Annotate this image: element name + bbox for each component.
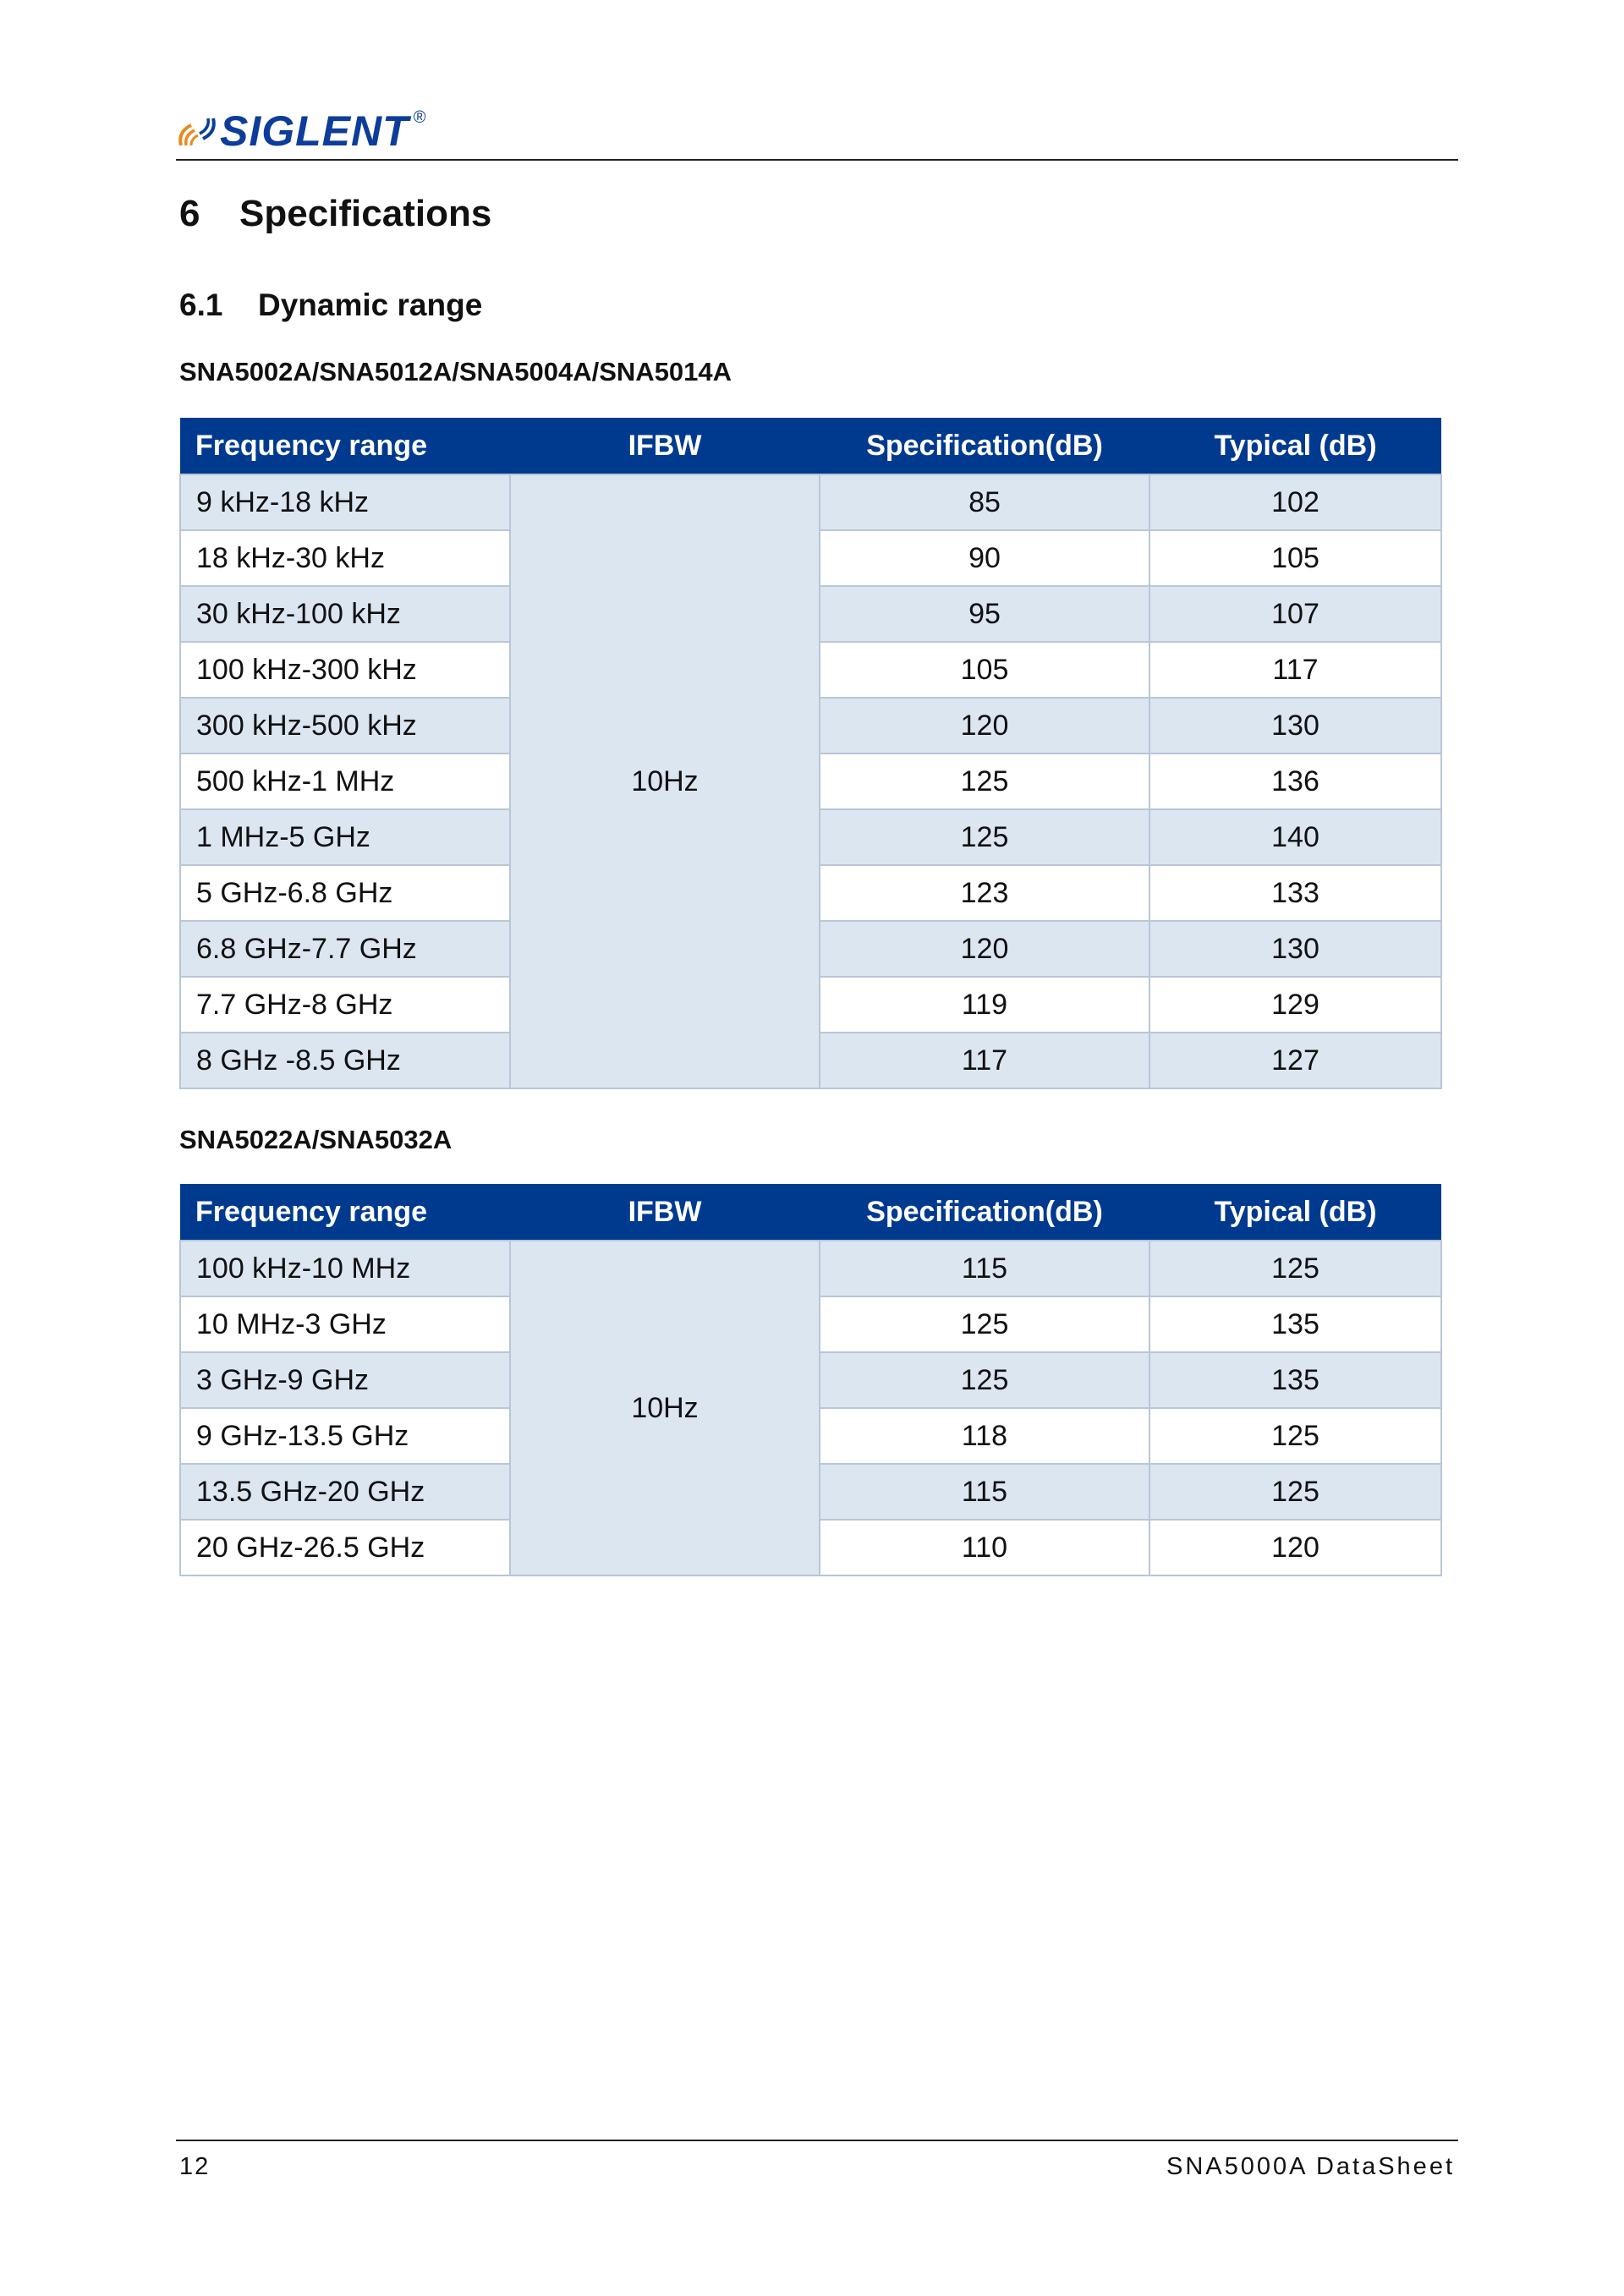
dynamic-range-table-1 bbox=[179, 418, 1442, 1089]
frequency-range-cell: 3 GHz-9 GHz bbox=[180, 1352, 510, 1408]
table-row bbox=[180, 474, 1441, 530]
specification-cell: 125 bbox=[820, 1296, 1149, 1352]
dynamic-range-table-2 bbox=[179, 1184, 1442, 1576]
typical-cell: 130 bbox=[1149, 921, 1441, 977]
typical-cell: 107 bbox=[1149, 586, 1441, 642]
typical-cell: 102 bbox=[1149, 474, 1441, 530]
specification-cell: 125 bbox=[820, 753, 1149, 809]
specification-cell: 95 bbox=[820, 586, 1149, 642]
section-heading bbox=[179, 193, 491, 235]
specification-cell: 117 bbox=[820, 1033, 1149, 1088]
frequency-range-cell: 6.8 GHz-7.7 GHz bbox=[180, 921, 510, 977]
typical-cell: 117 bbox=[1149, 642, 1441, 698]
table-1-model-label: SNA5002A/SNA5012A/SNA5004A/SNA5014A bbox=[179, 357, 732, 386]
document-title: SNA5000A DataSheet bbox=[1166, 2153, 1455, 2180]
frequency-range-cell: 300 kHz-500 kHz bbox=[180, 698, 510, 753]
frequency-range-cell: 100 kHz-10 MHz bbox=[180, 1241, 510, 1296]
typical-cell: 135 bbox=[1149, 1352, 1441, 1408]
typical-cell: 127 bbox=[1149, 1033, 1441, 1088]
specification-cell: 120 bbox=[820, 698, 1149, 753]
frequency-range-cell: 8 GHz -8.5 GHz bbox=[180, 1033, 510, 1088]
frequency-range-cell: 13.5 GHz-20 GHz bbox=[180, 1464, 510, 1520]
specification-cell: 125 bbox=[820, 809, 1149, 865]
frequency-range-cell: 9 kHz-18 kHz bbox=[180, 474, 510, 530]
specification-cell: 123 bbox=[820, 865, 1149, 921]
col-specification: Specification(dB) bbox=[820, 1184, 1149, 1241]
frequency-range-cell: 1 MHz-5 GHz bbox=[180, 809, 510, 865]
col-specification: Specification(dB) bbox=[820, 418, 1149, 474]
typical-cell: 125 bbox=[1149, 1408, 1441, 1464]
col-frequency-range: Frequency range bbox=[180, 418, 510, 474]
typical-cell: 133 bbox=[1149, 865, 1441, 921]
typical-cell: 125 bbox=[1149, 1241, 1441, 1296]
subsection-heading bbox=[179, 288, 482, 323]
table-header-row bbox=[180, 418, 1441, 474]
specification-cell: 125 bbox=[820, 1352, 1149, 1408]
ifbw-cell: 10Hz bbox=[510, 474, 820, 1088]
frequency-range-cell: 20 GHz-26.5 GHz bbox=[180, 1520, 510, 1575]
typical-cell: 120 bbox=[1149, 1520, 1441, 1575]
specification-cell: 85 bbox=[820, 474, 1149, 530]
frequency-range-cell: 5 GHz-6.8 GHz bbox=[180, 865, 510, 921]
specification-cell: 90 bbox=[820, 530, 1149, 586]
specification-cell: 118 bbox=[820, 1408, 1149, 1464]
typical-cell: 125 bbox=[1149, 1464, 1441, 1520]
col-typical: Typical (dB) bbox=[1149, 418, 1441, 474]
specification-cell: 119 bbox=[820, 977, 1149, 1033]
siglent-logo bbox=[176, 107, 426, 155]
typical-cell: 140 bbox=[1149, 809, 1441, 865]
col-ifbw: IFBW bbox=[510, 418, 820, 474]
table-row bbox=[180, 1241, 1441, 1296]
frequency-range-cell: 10 MHz-3 GHz bbox=[180, 1296, 510, 1352]
frequency-range-cell: 9 GHz-13.5 GHz bbox=[180, 1408, 510, 1464]
specification-cell: 120 bbox=[820, 921, 1149, 977]
subsection-title: Dynamic range bbox=[258, 288, 483, 322]
frequency-range-cell: 7.7 GHz-8 GHz bbox=[180, 977, 510, 1033]
frequency-range-cell: 30 kHz-100 kHz bbox=[180, 586, 510, 642]
page-footer bbox=[176, 2140, 1458, 2180]
typical-cell: 130 bbox=[1149, 698, 1441, 753]
siglent-logo-icon bbox=[176, 112, 218, 152]
specification-cell: 115 bbox=[820, 1241, 1149, 1296]
subsection-number: 6.1 bbox=[179, 288, 223, 322]
col-typical: Typical (dB) bbox=[1149, 1184, 1441, 1241]
ifbw-cell: 10Hz bbox=[510, 1241, 820, 1575]
col-frequency-range: Frequency range bbox=[180, 1184, 510, 1241]
section-title: Specifications bbox=[239, 193, 492, 234]
specification-cell: 105 bbox=[820, 642, 1149, 698]
typical-cell: 129 bbox=[1149, 977, 1441, 1033]
table-header-row bbox=[180, 1184, 1441, 1241]
logo-wordmark: SIGLENT bbox=[220, 107, 409, 155]
frequency-range-cell: 18 kHz-30 kHz bbox=[180, 530, 510, 586]
page-number: 12 bbox=[179, 2153, 211, 2180]
table-2-model-label: SNA5022A/SNA5032A bbox=[179, 1125, 453, 1154]
specification-cell: 110 bbox=[820, 1520, 1149, 1575]
page-header bbox=[176, 107, 1458, 161]
specification-cell: 115 bbox=[820, 1464, 1149, 1520]
section-number: 6 bbox=[179, 193, 200, 234]
frequency-range-cell: 500 kHz-1 MHz bbox=[180, 753, 510, 809]
frequency-range-cell: 100 kHz-300 kHz bbox=[180, 642, 510, 698]
typical-cell: 136 bbox=[1149, 753, 1441, 809]
typical-cell: 135 bbox=[1149, 1296, 1441, 1352]
registered-mark: ® bbox=[413, 108, 426, 127]
col-ifbw: IFBW bbox=[510, 1184, 820, 1241]
typical-cell: 105 bbox=[1149, 530, 1441, 586]
